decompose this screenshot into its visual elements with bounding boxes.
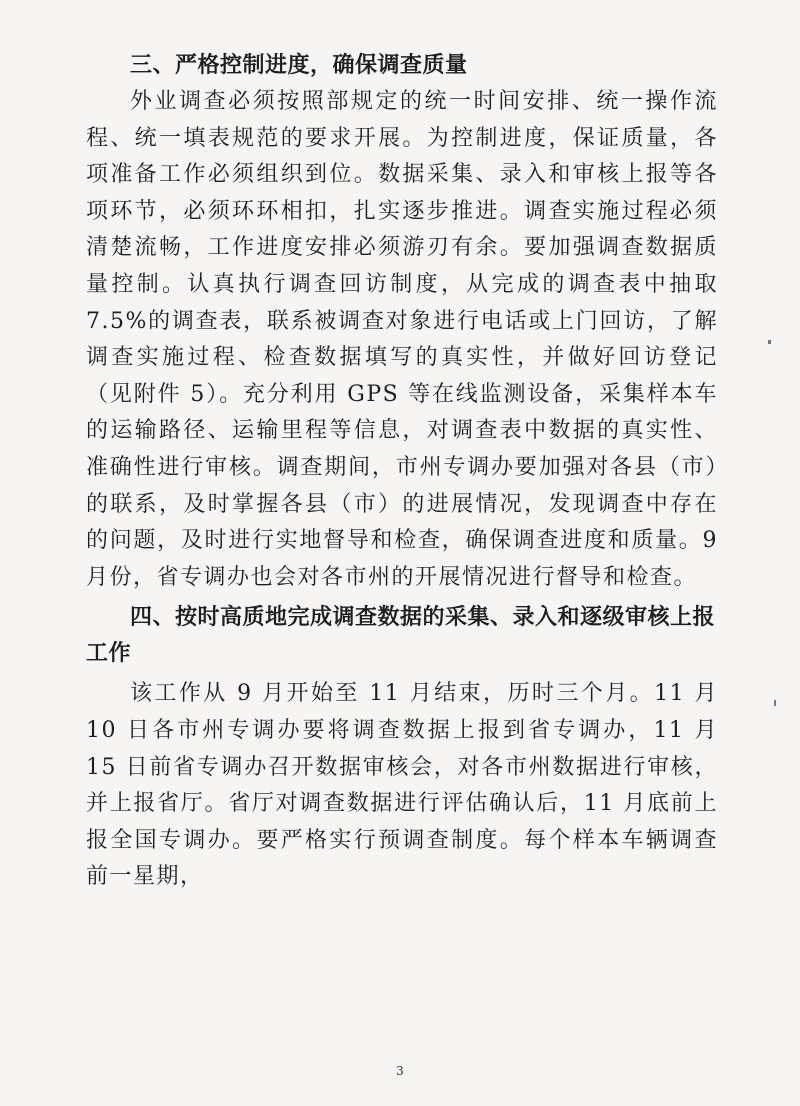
section-3-heading: 三、严格控制进度，确保调查质量 [130, 53, 468, 78]
scan-speck [774, 700, 776, 706]
section-4-paragraph: 该工作从 9 月开始至 11 月结束，历时三个月。11 月 10 日各市州专调办要将调查数据上报到省专调办，11 月 15 日前省专调办召开数据审核会，对各市州数据进行审核，并上报省厅。省厅对调查数据进行评估确认后，11 月底前上报全国专调办。要严格实行预调查制度。每个样本车辆调查前一星期， [86, 681, 718, 890]
document-body [86, 48, 718, 896]
section-3-paragraph: 外业调查必须按照部规定的统一时间安排、统一操作流程、统一填表规范的要求开展。为控制进度，保证质量，各项准备工作必须组织到位。数据采集、录入和审核上报等各项环节，必须环环相扣，扎实逐步推进。调查实施过程必须清楚流畅，工作进度安排必须游刃有余。要加强调查数据质量控制。认真执行调查回访制度，从完成的调查表中抽取 7.5%的调查表，联系被调查对象进行电话或上门回访，了解调查实施过程、检查数据填写的真实性，并做好回访登记（见附件 5）。充分利用 GPS 等在线监测设备，采集样本车的运输路径、运输里程等信息，对调查表中数据的真实性、准确性进行审核。调查期间，市州专调办要加强对各县（市）的联系，及时掌握各县（市）的进展情况，发现调查中存在的问题，及时进行实地督导和检查，确保调查进度和质量。9 月份，省专调办也会对各市州的开展情况进行督导和检查。 [86, 89, 718, 590]
scan-speck [768, 340, 771, 344]
section-4-heading: 四、按时高质地完成调查数据的采集、录入和逐级审核上报工作 [86, 605, 716, 667]
page-number: 3 [396, 1064, 404, 1078]
